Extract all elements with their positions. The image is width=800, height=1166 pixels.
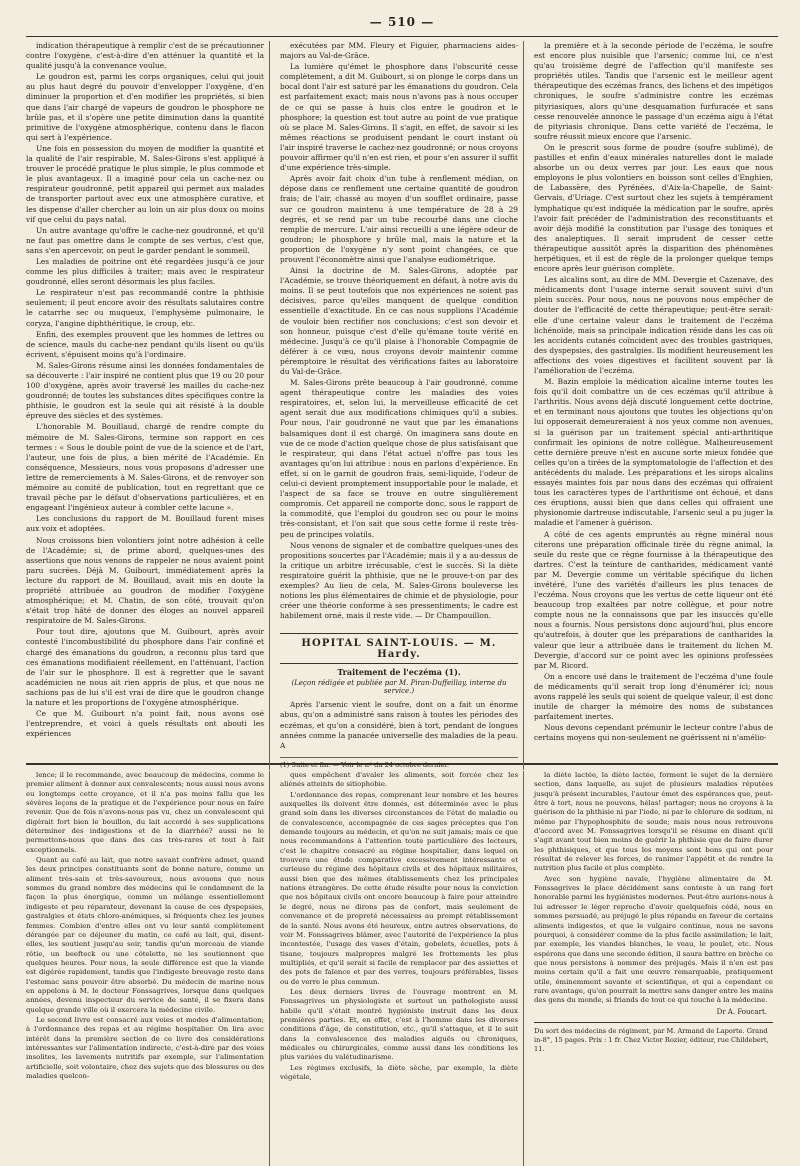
upper-columns — [26, 41, 778, 769]
paragraph: la diète lactée, la diète lactée, forment le sujet de la dernière section, dans laquelle, au sujet de plusieurs maladies réputées jusqu'à présent incurables, l'auteur émet des espérances que, peut-être à tort, nous ne pouvons, hélas! partager; nous ne croyons à la guérison de la phthisie ni par l'iode, ni par le chlorure de sodium, ni même par l'hypophosphite de soude; mais nous nous retrouvons d'accord avec M. Fonssagrives lorsqu'il se résume en disant qu'il s'agit avant tout bien moins de guérir la phthisie que de faire durer les phthisiques, et que tous les moyens sont bons qui ont pour résultat de relever les forces, de ranimer l'appétit et de rendre la nutrition plus facile et plus complète. — [534, 771, 773, 873]
upper-column-1 — [26, 41, 270, 770]
author-signature: Dr A. Foucart. — [716, 1007, 767, 1016]
lower-column-2 — [280, 771, 524, 1166]
paragraph: Nous devons cependant prémunir le lecteur contre l'abus de certains moyens qui non-seulement ne guérissent ni n'amélio- — [534, 723, 773, 743]
paragraph: Quant au café au lait, que notre savant confrère admet, quand les deux principes constituants sont de bonne nature, comme un aliment très-sain et très-savoureux, nous avouons que nous sommes du grand nombre des médecins qui le condamnent de la façon la plus énergique, comme un mélange essentiellement indigeste et peu réparateur, devenant la cause de ces dyspepsies, gastralgies et états chloro-anémiques, si fréquents chez les jeunes femmes. Combien d'entre elles ont vu leur santé complètement dérangée par ce déjeuner du matin, ce café au lait, qui, disent-elles, les soutient jusqu'au soir, tandis qu'un morceau de viande rôtie, un beefteck ou une côtelette, ne les soutiennent que quelques heures. Pour nous, la seule différence est que la viande est digérée rapidement, tandis que l'indigeste breuvage reste dans l'estomac sans pouvoir être absorbé. Du médecin de marine nous en appelons à M. le docteur Fonssagrives, lorsque dans quelques années, devenu inspecteur du service de santé, il se fixera dans quelque grande ville où il exercera la médecine civile. — [26, 856, 264, 1014]
section-title: HOPITAL SAINT-LOUIS. — M. Hardy. — [280, 633, 518, 664]
paragraph: Après l'arsenic vient le soufre, dont on a fait un énorme abus, qu'on a administré sans raison à toutes les périodes des eczémas, et qu'on a considéré, bien à tort, pendant de longues années comme la panacée universelle des maladies de la peau. A — [280, 700, 518, 750]
lower-columns — [26, 771, 778, 1166]
paragraph: Les deux derniers livres de l'ouvrage montrent en M. Fonssagrives un physiologiste et surtout un pathologiste aussi habile qu'il s'était montré hygiéniste instruit dans les deux premières parties. Et, en effet, c'est à l'homme dans les diverses conditions d'âge, de constitution, etc., qu'il s'attaque, et il le suit dans la convalescence des maladies aiguës ou chroniques, médicales ou chirurgicales, comme aussi dans les conditions les plus variées du valétudinarisme. — [280, 987, 518, 1062]
paragraph: M. Sales-Girons résume ainsi les données fondamentales de sa découverte : l'air inspiré ne contient plus que 19 ou 20 pour 100 d'oxygène, après avoir traversé les mailles du cache-nez goudronné; de toutes les substances dites spécifiques contre la phthisie, le goudron est la seule qui ait résisté à la double épreuve des siècles et des systèmes. — [26, 360, 264, 421]
paragraph: Avec son hygiène navale, l'hygiène alimentaire de M. Fonssagrives le place décidément sans conteste à un rang fort honorable parmi les hygiénistes modernes. Peut-être aurions-nous à lui adresser le léger reproche d'avoir quelquefois cédé, nous en sommes persuadé, au préjugé le plus répandu en faveur de certains aliments indigestes, et que le vulgaire continue, nous ne savons pourquoi, à considérer comme de la plus facile assimilation; le lait, par exemple, les viandes blanches, le veau, le poulet, etc. Nous espérons que dans une seconde édition, il saura battre en brèche ce que nous persistons à nommer des préjugés. Mais il n'en est pas moins certain qu'il a fait une œuvre remarquable, pratiquement utile, éminemment savante et scientifique, et qui a cependant ce rare avantage, qu'on pourrait la mettre sans danger entre les mains des gens du monde, si friands de tout ce qui touche à la médecine. — [534, 874, 773, 1005]
paragraph: indication thérapeutique à remplir c'est de se précautionner contre l'oxygène, c'est-à-dire d'en atténuer la quantité et la qualité jusqu'à la convenance voulue. — [26, 41, 264, 71]
lower-column-3 — [534, 771, 778, 1166]
paragraph: Pour tout dire, ajoutons que M. Guibourt, après avoir contesté l'incombustibilité du phosphore dans l'air confiné et chargé des émanations du goudron, a reconnu plus tard que ces émanations modifiaient réellement, en l'atténuant, l'action de l'air sur le phosphore. Il est à regretter que le savant académicien ne nous ait rien appris de plus, et que nous ne sachions pas de lui s'il est vrai de dire que le goudron change la nature et les proportions de l'oxygène atmosphérique. — [26, 627, 264, 707]
paragraph: Un autre avantage qu'offre le cache-nez goudronné, et qu'il ne faut pas omettre dans le compte de ses vertus, c'est que, sans s'en apercevoir, on peut le garder pendant le sommeil. — [26, 225, 264, 255]
paragraph: lence; il le recommande, avec beaucoup de médecins, comme le premier aliment à donner aux convalescents; nous aussi nous avons eu longtemps cette croyance, et il n'a pas moins fallu que les sévères leçons de la pratique et de l'expérience pour nous en faire revenir. Que de fois n'avons-nous pas vu, chez un convalescent qui digérait fort bien le bouillon, du lait accordé à ses supplications déterminer des indigestions et de la diarrhée? aussi ne le permettons-nous que dans des cas très-rares et tout à fait exceptionnels. — [26, 771, 264, 854]
bibliography-note: Du sort des médecins de régiment, par M. Armand de Laporte. Grand in-8°, 15 pages. Prix : 1 fr. Chez Victor Rozier, éditeur, rue Childebert, 11. — [534, 1022, 773, 1054]
article-subnote: (Leçon rédigée et publiée par M. Piran-Duffeillay, interne du service.) — [291, 679, 507, 696]
paragraph: A côté de ces agents empruntés au règne minéral nous citerons une préparation officinale tirée du règne animal, la seule du reste que ce règne fournisse à la thérapeutique des dartres. C'est la teinture de cantharides, médicament vanté par M. Devergie comme un véritable spécifique du lichen invétéré, l'une des variétés d'ailleurs les plus tenaces de l'eczéma. Nous croyons que les vertus de cette liqueur ont été beaucoup trop exaltées par notre collègue, et pour notre compte nous ne la connaissons que par les insuccès qu'elle nous a fournis. Nous persistons donc aujourd'hui, plus encore qu'autrefois, à douter que les préparations de cantharides la valeur que leur a attribuée dans le traitement du lichen M. Devergie, d'accord sur ce point avec les opinions professées par M. Ricord. — [534, 529, 773, 670]
paragraph: exécutées par MM. Fleury et Figuier, pharmaciens aides-majors au Val-de-Grâce. — [280, 41, 518, 61]
paragraph: L'honorable M. Bouillaud, chargé de rendre compte du mémoire de M. Sales-Girons, termine son rapport en ces termes : « Sous le double point de vue de la science et de l'art, l'auteur, une fois de plus, a bien mérité de l'Académie. En conséquence, Messieurs, nous vous proposons d'adresser une lettre de remerciements à M. Sales-Girons, et de renvoyer son mémoire au comité de publication, tout en regrettant que ce travail pèche par le défaut d'observations particulières, et en engageant l'ingénieux auteur à combler cette lacune ». — [26, 422, 264, 513]
paragraph: Après avoir fait choix d'un tube à renflement médian, on dépose dans ce renflement une certaine quantité de goudron frais; de l'air, chassé au moyen d'un soufflet ordinaire, passe sur ce goudron maintenu à une température de 28 à 29 degrés, et se rend par un tube recourbé dans une cloche remplie de mercure. L'air ainsi recueilli a une légère odeur de goudron; le phosphore y brûle mal, mais la nature et la proportion de l'oxygène n'y sont point changées, ce que prouvent l'économètre ainsi que l'analyse eudiométrique. — [280, 174, 518, 264]
paragraph: On le prescrit sous forme de poudre (soufre sublimé), de pastilles et enfin d'eaux minérales naturelles dont le malade absorbe un ou deux verres par jour. Les eaux que nous employons le plus volontiers en boisson sont celles d'Enghien, de Labassère, des Pyrénées, d'Aix-la-Chapelle, de Saint-Gervais, d'Uriage. C'est surtout chez les sujets à tempérament lymphatique qu'est indiquée la médication par le soufre, après l'avoir fait précéder de l'administration des reconstituants et avoir déjà modifié la constitution par l'usage des toniques et des analeptiques. Il serait imprudent de cesser cette thérapeutique aussitôt après la disparition des phénomènes herpétiques, et il est de règle de la prolonger quelque temps encore après leur guérison complète. — [534, 142, 773, 274]
paragraph: la première et à la seconde période de l'eczéma, le soufre est encore plus nuisible que l'arsenic; comme lui, ce n'est qu'au troisième degré de l'affection qu'il manifeste ses propriétés utiles. Tandis que l'arsenic est le meilleur agent thérapeutique des eczémas francs, des lichens et des impétigos chroniques, le soufre s'administre contre les eczémas pityriasiques, alors qu'une desquamation furfuracée et sans cesse renouvelée annonce le passage d'un eczéma aigu à l'état de pityriasis chronique. Dans cette variété de l'eczéma, le soufre réussit mieux encore que l'arsenic. — [534, 41, 773, 141]
paragraph: Les régimes exclusifs, la diète sèche, par exemple, la diète végétale, — [280, 1063, 518, 1081]
paragraph: Le second livre est consacré aux voies et modes d'alimentation; à l'ordonnance des repas et au régime hospitalier. On lira avec intérêt dans la première section de ce livre des considérations intéressantes sur l'alimentation indirecte, c'est-à-dire par des voies insolites, les lavements nutritifs par exemple, sur l'alimentation artificielle, soit volontaire, chez des sujets que des blessures ou des maladies quelcon- — [26, 1015, 264, 1080]
paragraph: Nous venons de signaler et de combattre quelques-unes des propositions soucertes par l'Académie; mais il y a au-dessus de la critique un arbitre irrécusable, c'est le succès. Si la diète respiratoire guérit la phthisie, que ne le prouve-t-on par des exemples? Au lieu de cela, M. Sales-Girons bouleverse les notions les plus élémentaires de chimie et de physiologie, pour créer une théorie conforme à ses pressentiments; le cadre est habilement orné, mais il reste vide. — Dr Champouillon. — [280, 540, 518, 621]
lower-column-1 — [26, 771, 270, 1166]
upper-column-3 — [534, 41, 778, 770]
paragraph: Les alcalins sont, au dire de MM. Devergie et Cazenave, des médicaments dont l'usage interne serait souvent suivi d'un plein succès. Pour nous, nous ne pouvons nous empêcher de douter de l'efficacité de cette thérapeutique; peut-être serait-elle d'une certaine valeur dans le traitement de l'eczéma lichénoïde, mais sa principale indication réside dans les cas où les accidents cutanés coïncident avec des troubles gastriques, des dyspepsies, des gastralgies. Ils modifient heureusement les affections des voies digestives et facilitent souvent par là l'amélioration de l'eczéma. — [534, 275, 773, 375]
paragraph: Les maladies de poitrine ont été regardées jusqu'à ce jour comme les plus difficiles à traiter; mais avec le respirateur goudronné, elles seront désormais les plus faciles. — [26, 256, 264, 287]
paragraph: Le goudron est, parmi les corps organiques, celui qui jouit au plus haut degré du pouvoir d'envelopper l'oxygène, d'en diminuer la proportion et d'en modifier les propriétés, si bien que dans l'air chargé de vapeurs de goudron le phosphore ne brûle pas, et il s'opère une petite diminution dans la quantité primitive de l'oxygène atmosphérique, contenu dans le flacon qui sert à l'expérience. — [26, 72, 264, 142]
paragraph: Le respirateur n'est pas recommandé contre la phthisie seulement; il peut encore avoir des résultats salutaires contre le catarrhe sec ou muqueux, l'emphysème pulmonaire, le coryza, l'angine diphthéritique, le croup, etc. — [26, 288, 264, 328]
paragraph: M. Sales-Girons prête beaucoup à l'air goudronné, comme agent thérapeutique contre les maladies des voies respiratoires, et, selon lui, la merveilleuse efficacité de cet agent serait due aux modifications chimiques qu'il a subies. Pour nous, l'air goudronné ne vaut que par les émanations balsamiques dont il est chargé. On imaginera sans doute en vue de ce mode d'action quelque chose de plus satisfaisant que le respirateur, qui dans l'état actuel n'offre pas tous les avantages qu'on lui attribue : nous en parlons d'expérience. En effet, si on le garnit de goudron frais, semi-liquide, l'odeur de celui-ci devient promptement insupportable pour le malade, et l'aspect de sa face se trouve en outre singulièrement compromis. Cet appareil ne comporte donc, sous le rapport de la commodité, que l'emploi du goudron sec ou pour le moins très-consistant, et l'on sait que sous cette forme il reste très-peu de principes volatils. — [280, 378, 518, 539]
paragraph: Une fois en possession du moyen de modifier la quantité et la qualité de l'air respirable, M. Sales-Girons s'est appliqué à trouver le procédé pratique le plus simple, le plus commode et le plus avantageux. Il a imaginé pour cela un cache-nez ou respirateur goudronné, petit appareil qui permet aux malades de transporter partout avec eux une atmosphère curative, et les dispense d'aller chercher au loin un air plus doux ou moins vif que celui du pays natal. — [26, 143, 264, 224]
paragraph: Ainsi la doctrine de M. Sales-Girons, adoptée par l'Académie, se trouve théoriquement en défaut, à notre avis du moins. Il se peut toutefois que nos expériences ne soient pas décisives, parce qu'elles manquent de quelque condition essentielle d'exactitude. En ce cas nous supplions l'Académie de vouloir bien rectifier nos conclusions; c'est son devoir et son honneur, puisque c'est d'elle qu'émane toute vérité en médecine. Jusqu'à ce qu'il plaise à l'honorable Compagnie de déférer à ce vœu, nous croyons devoir maintenir comme péremptoire le résultat des vérifications faites au laboratoire du Val-de-Grâce. — [280, 266, 518, 376]
paragraph: Ce que M. Guibourt n'a point fait, nous avons osé l'entreprendre, et voici à quels résultats ont abouti les expériences — [26, 709, 264, 739]
paragraph: Enfin, des exemples prouvent que les hommes de lettres ou de science, mauls du cache-nez pendant qu'ils lisent ou qu'ils écrivent, s'épuisent moins qu'à l'ordinaire. — [26, 329, 264, 359]
paragraph: ques empêchent d'avaler les aliments, soit forcée chez les aliénés atteints de sitiophobie. — [280, 771, 518, 789]
paragraph: On a encore usé dans le traitement de l'eczéma d'une foule de médicaments qu'il serait trop long d'énumérer ici; nous avons rappelé les seuls qui soient de quelque valeur, il est donc inutile de charger la mémoire des noms de substances parfaitement inertes. — [534, 671, 773, 722]
page-number: — 510 — — [369, 15, 435, 29]
footnote: (1) Suite et fin. — Voir le nº du 24 octobre dernier. — [280, 757, 518, 770]
article-subtitle: Traitement de l'eczéma (1). — [337, 667, 461, 678]
paragraph: L'ordonnance des repas, comprenant leur nombre et les heures auxquelles ils doivent être donnés, est déterminée avec le plus grand soin dans les diverses circonstances de l'état de maladie ou de convalescence, accompagnée de ces sages préceptes que l'on demande toujours au médecin, et qu'on ne suit jamais; mais ce que nous recommandons à l'attention toute particulière des lecteurs, c'est le chapitre consacré au régime hospitalier, dans lequel on trouvera une étude comparative excessivement intéressante et curieuse du régime des hôpitaux civils et des hôpitaux militaires, aussi bien que des mêmes établissements chez les principales nations étrangères. De cette étude résulte pour nous la conviction que nos hôpitaux civils ont encore beaucoup à faire pour atteindre le degré, nous ne dirons pas de confort, mais seulement de convenance et de propreté nécessaires au prompt rétablissement de la santé. Nous avons été heureux, entre autres observations, de voir M. Fonssagrives blâmer, avec l'autorité de l'expérience la plus incontestée, l'usage des vases d'étain, gobelets, écuelles, pots à tisane, toujours malpropres malgré les frottements les plus multipliés, et qu'il serait si facile de remplacer par des assiettes et des pots de faïence et par des verres, toujours préférables, lisses ou de verre le plus commun. — [280, 790, 518, 986]
paragraph: M. Bazin emploie la médication alcaline interne toutes les fois qu'il doit combattre un de ces eczémas qu'il attribue à l'arthritis. Nous avons déjà discuté longuement cette doctrine, et en terminant nous ajoutons que toutes les objections qu'on lui opposerait demeureraient à nos yeux comme non avenues, si la guérison par un traitement spécial anti-arthritique confirmait les opinions de notre collègue. Malheureusement cette dernière preuve n'est en aucune sorte mieux fondée que celles qu'on a tirées de la symptomatologie de l'affection et des antécédents du malade. Les préparations et les sirops alcalins essayés maintes fois par nous dans des eczémas qui offraient tous les caractères types de l'arthritisme ont échoué, et dans ces éruptions, aussi bien que dans celles qui offraient une physionomie dartreuse indiscutable, l'arsenic seul a pu juger la maladie et l'amener à guérison. — [534, 377, 773, 528]
paragraph: Les conclusions du rapport de M. Bouillaud furent mises aux voix et adoptées. — [26, 514, 264, 534]
paragraph: Nous croissons bien volontiers joint notre adhésion à celle de l'Académie; si, de prime abord, quelques-unes des assertions que nous venons de rappeler ne nous avaient point paru sucrées. Déjà M. Guibourt, immédiatement après la lecture du rapport de M. Bouillaud, avait mis en doute la propriété attribuée au goudron de modifier l'oxygène atmosphérique; et M. Chatin, de son côté, trouvait qu'on s'était trop hâté de donner des éloges au nouvel appareil respiratoire de M. Sales-Girons. — [26, 535, 264, 626]
page-header — [26, 14, 778, 37]
paragraph: La lumière qu'émet le phosphore dans l'obscurité cesse complètement, a dit M. Guibourt, si on plonge le corps dans un bocal dont l'air est saturé par les émanations du goudron. Cela est parfaitement exact; mais nous n'avons pas à nous occuper de ce qui se passe à huis clos entre le goudron et le phosphore; la question est tout autre au point de vue pratique où se place M. Sales-Girons. Il s'agit, en effet, de savoir si les mêmes réactions se produisent pendant le court instant où l'air inspiré traverse le cachez-nez goudronné; or nous croyons pouvoir affirmer qu'il n'en est rien, et pour s'en assurer il suffit d'une expérience très-simple. — [280, 62, 518, 173]
upper-column-2 — [280, 41, 524, 770]
